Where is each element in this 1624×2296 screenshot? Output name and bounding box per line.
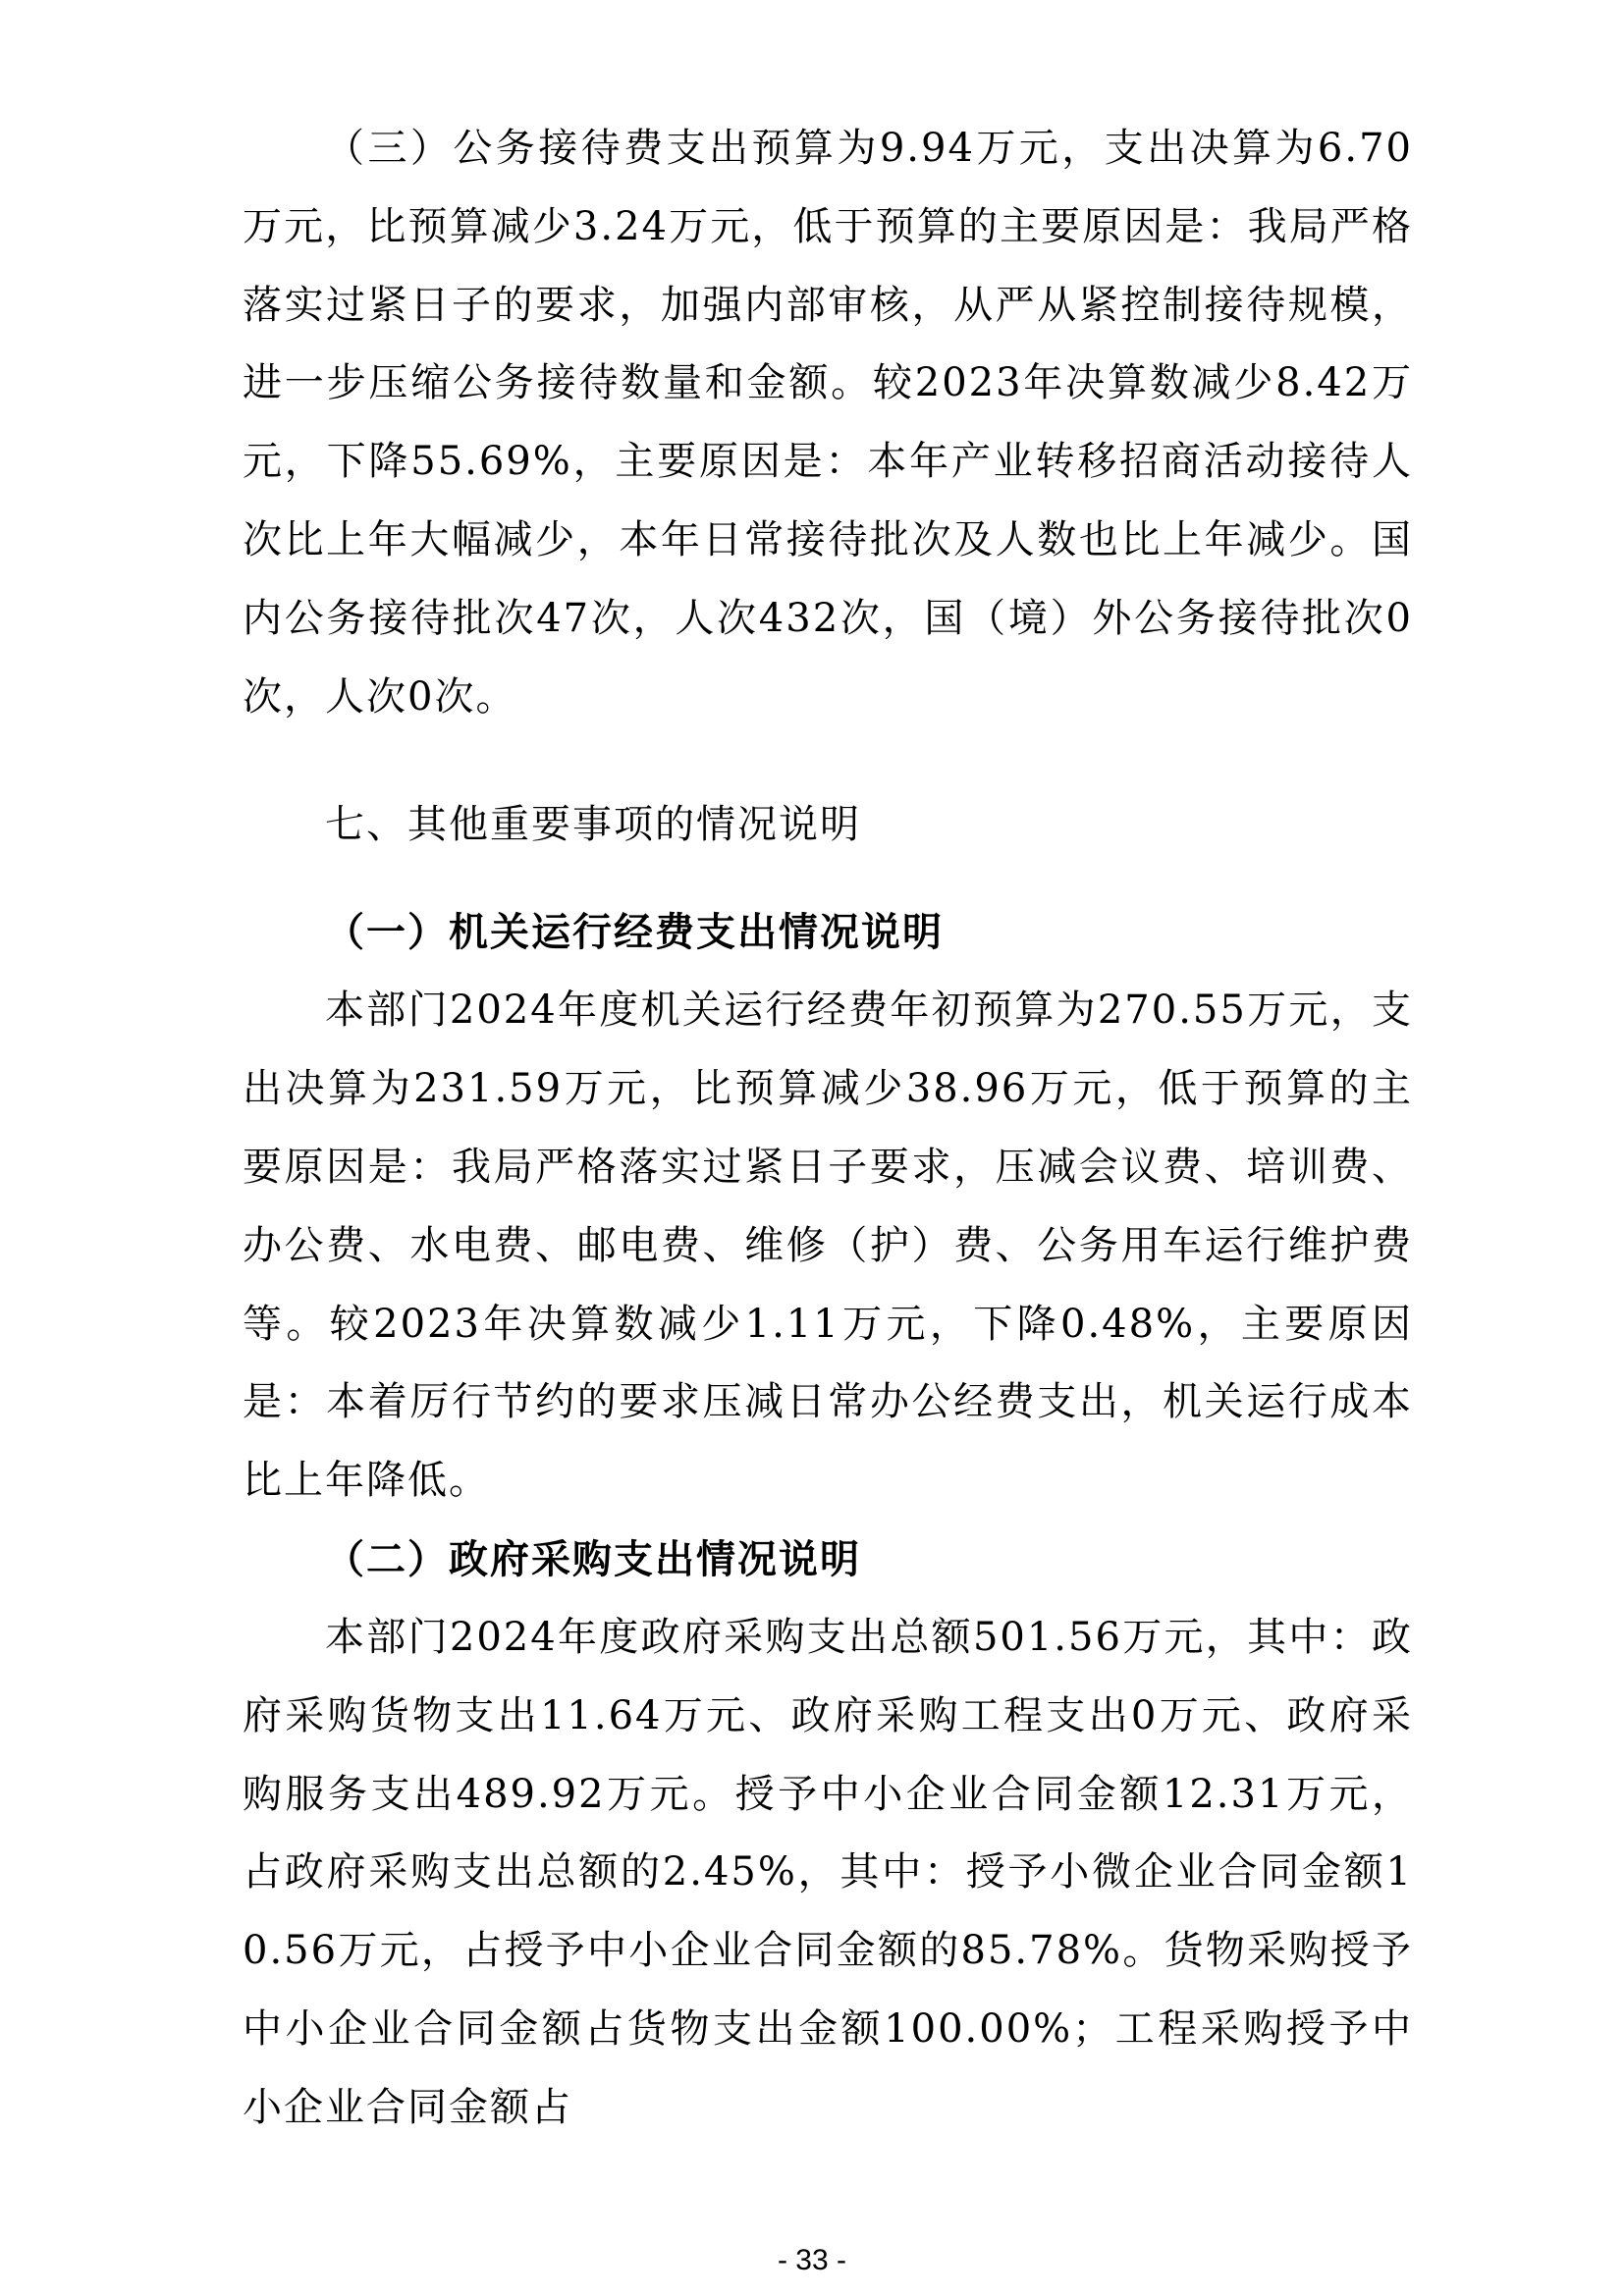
paragraph-reception-expenses: （三）公务接待费支出预算为9.94万元，支出决算为6.70万元，比预算减少3.24万元，低于预算的主要原因是：我局严格落实过紧日子的要求，加强内部审核，从严从紧控制接待规模，进一步压缩公务接待数量和金额。较2023年决算数减少8.42万元，下降55.69%，主要原因是：本年产业转移招商活动接待人次比上年大幅减少，本年日常接待批次及人数也比上年减少。国内公务接待批次47次，人次432次，国（境）外公务接待批次0次，人次0次。	[243, 126, 1413, 720]
paragraph-government-procurement: 本部门2024年度政府采购支出总额501.56万元，其中：政府采购货物支出11.64万元、政府采购工程支出0万元、政府采购服务支出489.92万元。授予中小企业合同金额12.31万元，占政府采购支出总额的2.45%，其中：授予小微企业合同金额10.56万元，占授予中小企业合同金额的85.78%。货物采购授予中小企业合同金额占货物支出金额100.00%；工程采购授予中小企业合同金额占	[243, 1614, 1413, 2130]
subheading-operating-expenses: （一）机关运行经费支出情况说明	[325, 910, 944, 956]
page-content	[243, 110, 1413, 2148]
paragraph-operating-expenses: 本部门2024年度机关运行经费年初预算为270.55万元，支出决算为231.59万元，比预算减少38.96万元，低于预算的主要原因是：我局严格落实过紧日子要求，压减会议费、培训费、办公费、水电费、邮电费、维修（护）费、公务用车运行维护费等。较2023年决算数减少1.11万元，下降0.48%，主要原因是：本着厉行节约的要求压减日常办公经费支出，机关运行成本比上年降低。	[243, 988, 1413, 1504]
subheading-government-procurement: （二）政府采购支出情况说明	[325, 1536, 861, 1582]
page-number: - 33 -	[777, 2244, 847, 2276]
section-heading-other-matters: 七、其他重要事项的情况说明	[325, 802, 861, 848]
